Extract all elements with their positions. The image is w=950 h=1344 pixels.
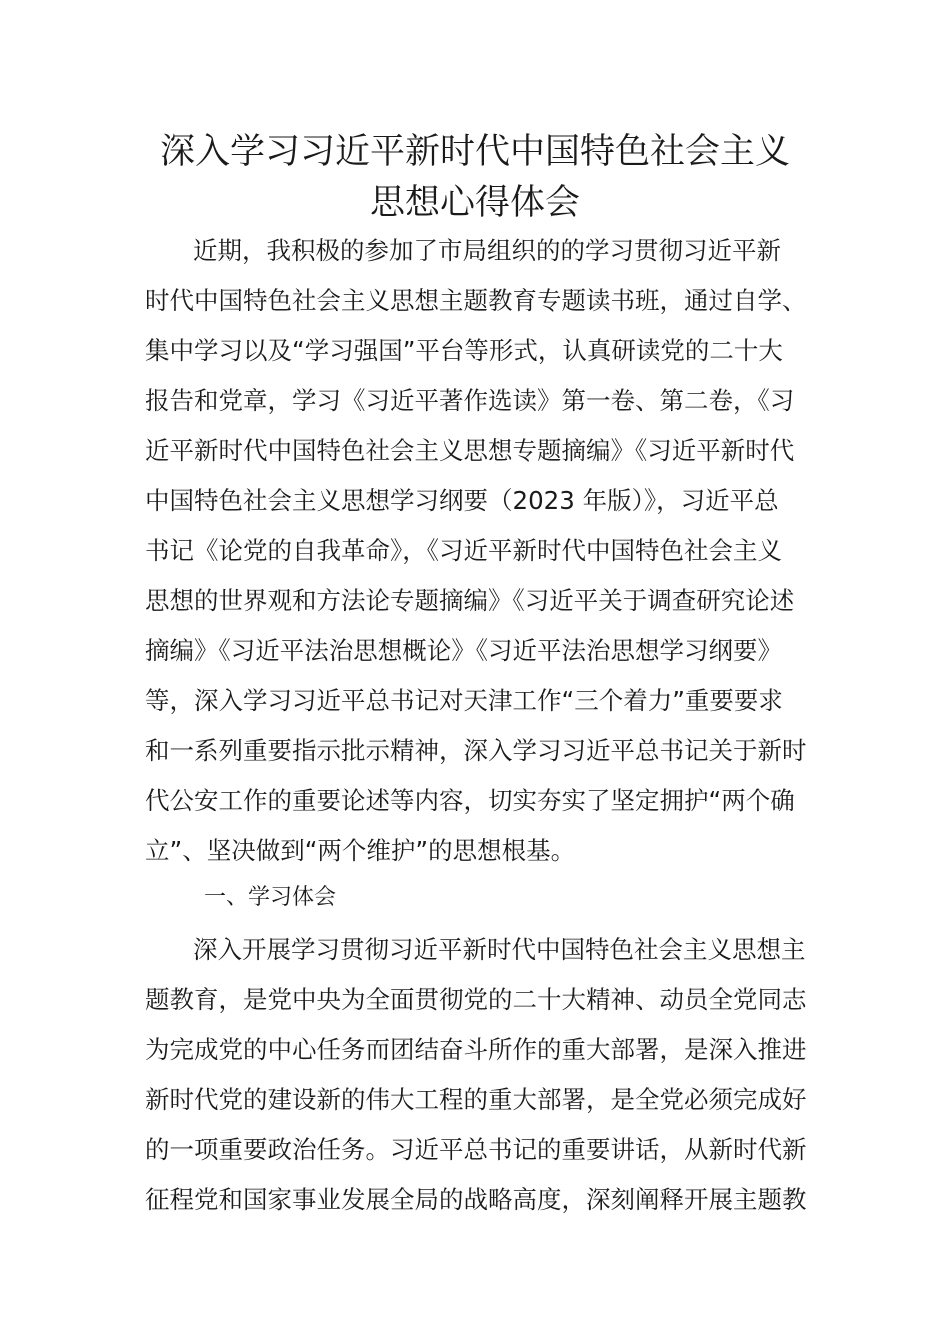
paragraph-1-line-9: 摘编》《习近平法治思想概论》《习近平法治思想学习纲要》 [145, 636, 782, 665]
document-title-line-2: 思想心得体会 [369, 183, 580, 223]
paragraph-1-line-6: 中国特色社会主义思想学习纲要（2023 年版）》，习近平总 [145, 486, 779, 515]
paragraph-1-line-4: 报告和党章，学习《习近平著作选读》第一卷、第二卷，《习 [145, 386, 795, 415]
paragraph-1-line-11: 和一系列重要指示批示精神，深入学习习近平总书记关于新时 [145, 736, 807, 765]
paragraph-1-line-13: 立”、坚决做到“两个维护”的思想根基。 [145, 836, 576, 865]
paragraph-2-line-1: 深入开展学习贯彻习近平新时代中国特色社会主义思想主 [193, 935, 806, 964]
paragraph-2-line-3: 为完成党的中心任务而团结奋斗所作的重大部署，是深入推进 [145, 1035, 807, 1064]
paragraph-1-line-8: 思想的世界观和方法论专题摘编》《习近平关于调查研究论述 [145, 586, 795, 615]
section-heading: 一、学习体会 [204, 885, 337, 910]
paragraph-2-line-5: 的一项重要政治任务。习近平总书记的重要讲话，从新时代新 [145, 1135, 807, 1164]
paragraph-2-line-6: 征程党和国家事业发展全局的战略高度，深刻阐释开展主题教 [145, 1185, 807, 1214]
paragraph-1-line-7: 书记《论党的自我革命》，《习近平新时代中国特色社会主义 [145, 536, 782, 565]
paragraph-1-line-3: 集中学习以及“学习强国”平台等形式，认真研读党的二十大 [145, 336, 783, 365]
paragraph-1-line-2: 时代中国特色社会主义思想主题教育专题读书班，通过自学、 [145, 286, 807, 315]
paragraph-1-line-5: 近平新时代中国特色社会主义思想专题摘编》《习近平新时代 [145, 436, 795, 465]
paragraph-2-line-2: 题教育，是党中央为全面贯彻党的二十大精神、动员全党同志 [145, 985, 807, 1014]
paragraph-2-line-4: 新时代党的建设新的伟大工程的重大部署，是全党必须完成好 [145, 1085, 807, 1114]
document-title-line-1: 深入学习习近平新时代中国特色社会主义 [159, 132, 790, 172]
paragraph-1-line-12: 代公安工作的重要论述等内容，切实夯实了坚定拥护“两个确 [145, 786, 795, 815]
paragraph-1-line-10: 等，深入学习习近平总书记对天津工作“三个着力”重要要求 [145, 686, 783, 715]
paragraph-1-line-1: 近期，我积极的参加了市局组织的的学习贯彻习近平新 [193, 236, 781, 265]
